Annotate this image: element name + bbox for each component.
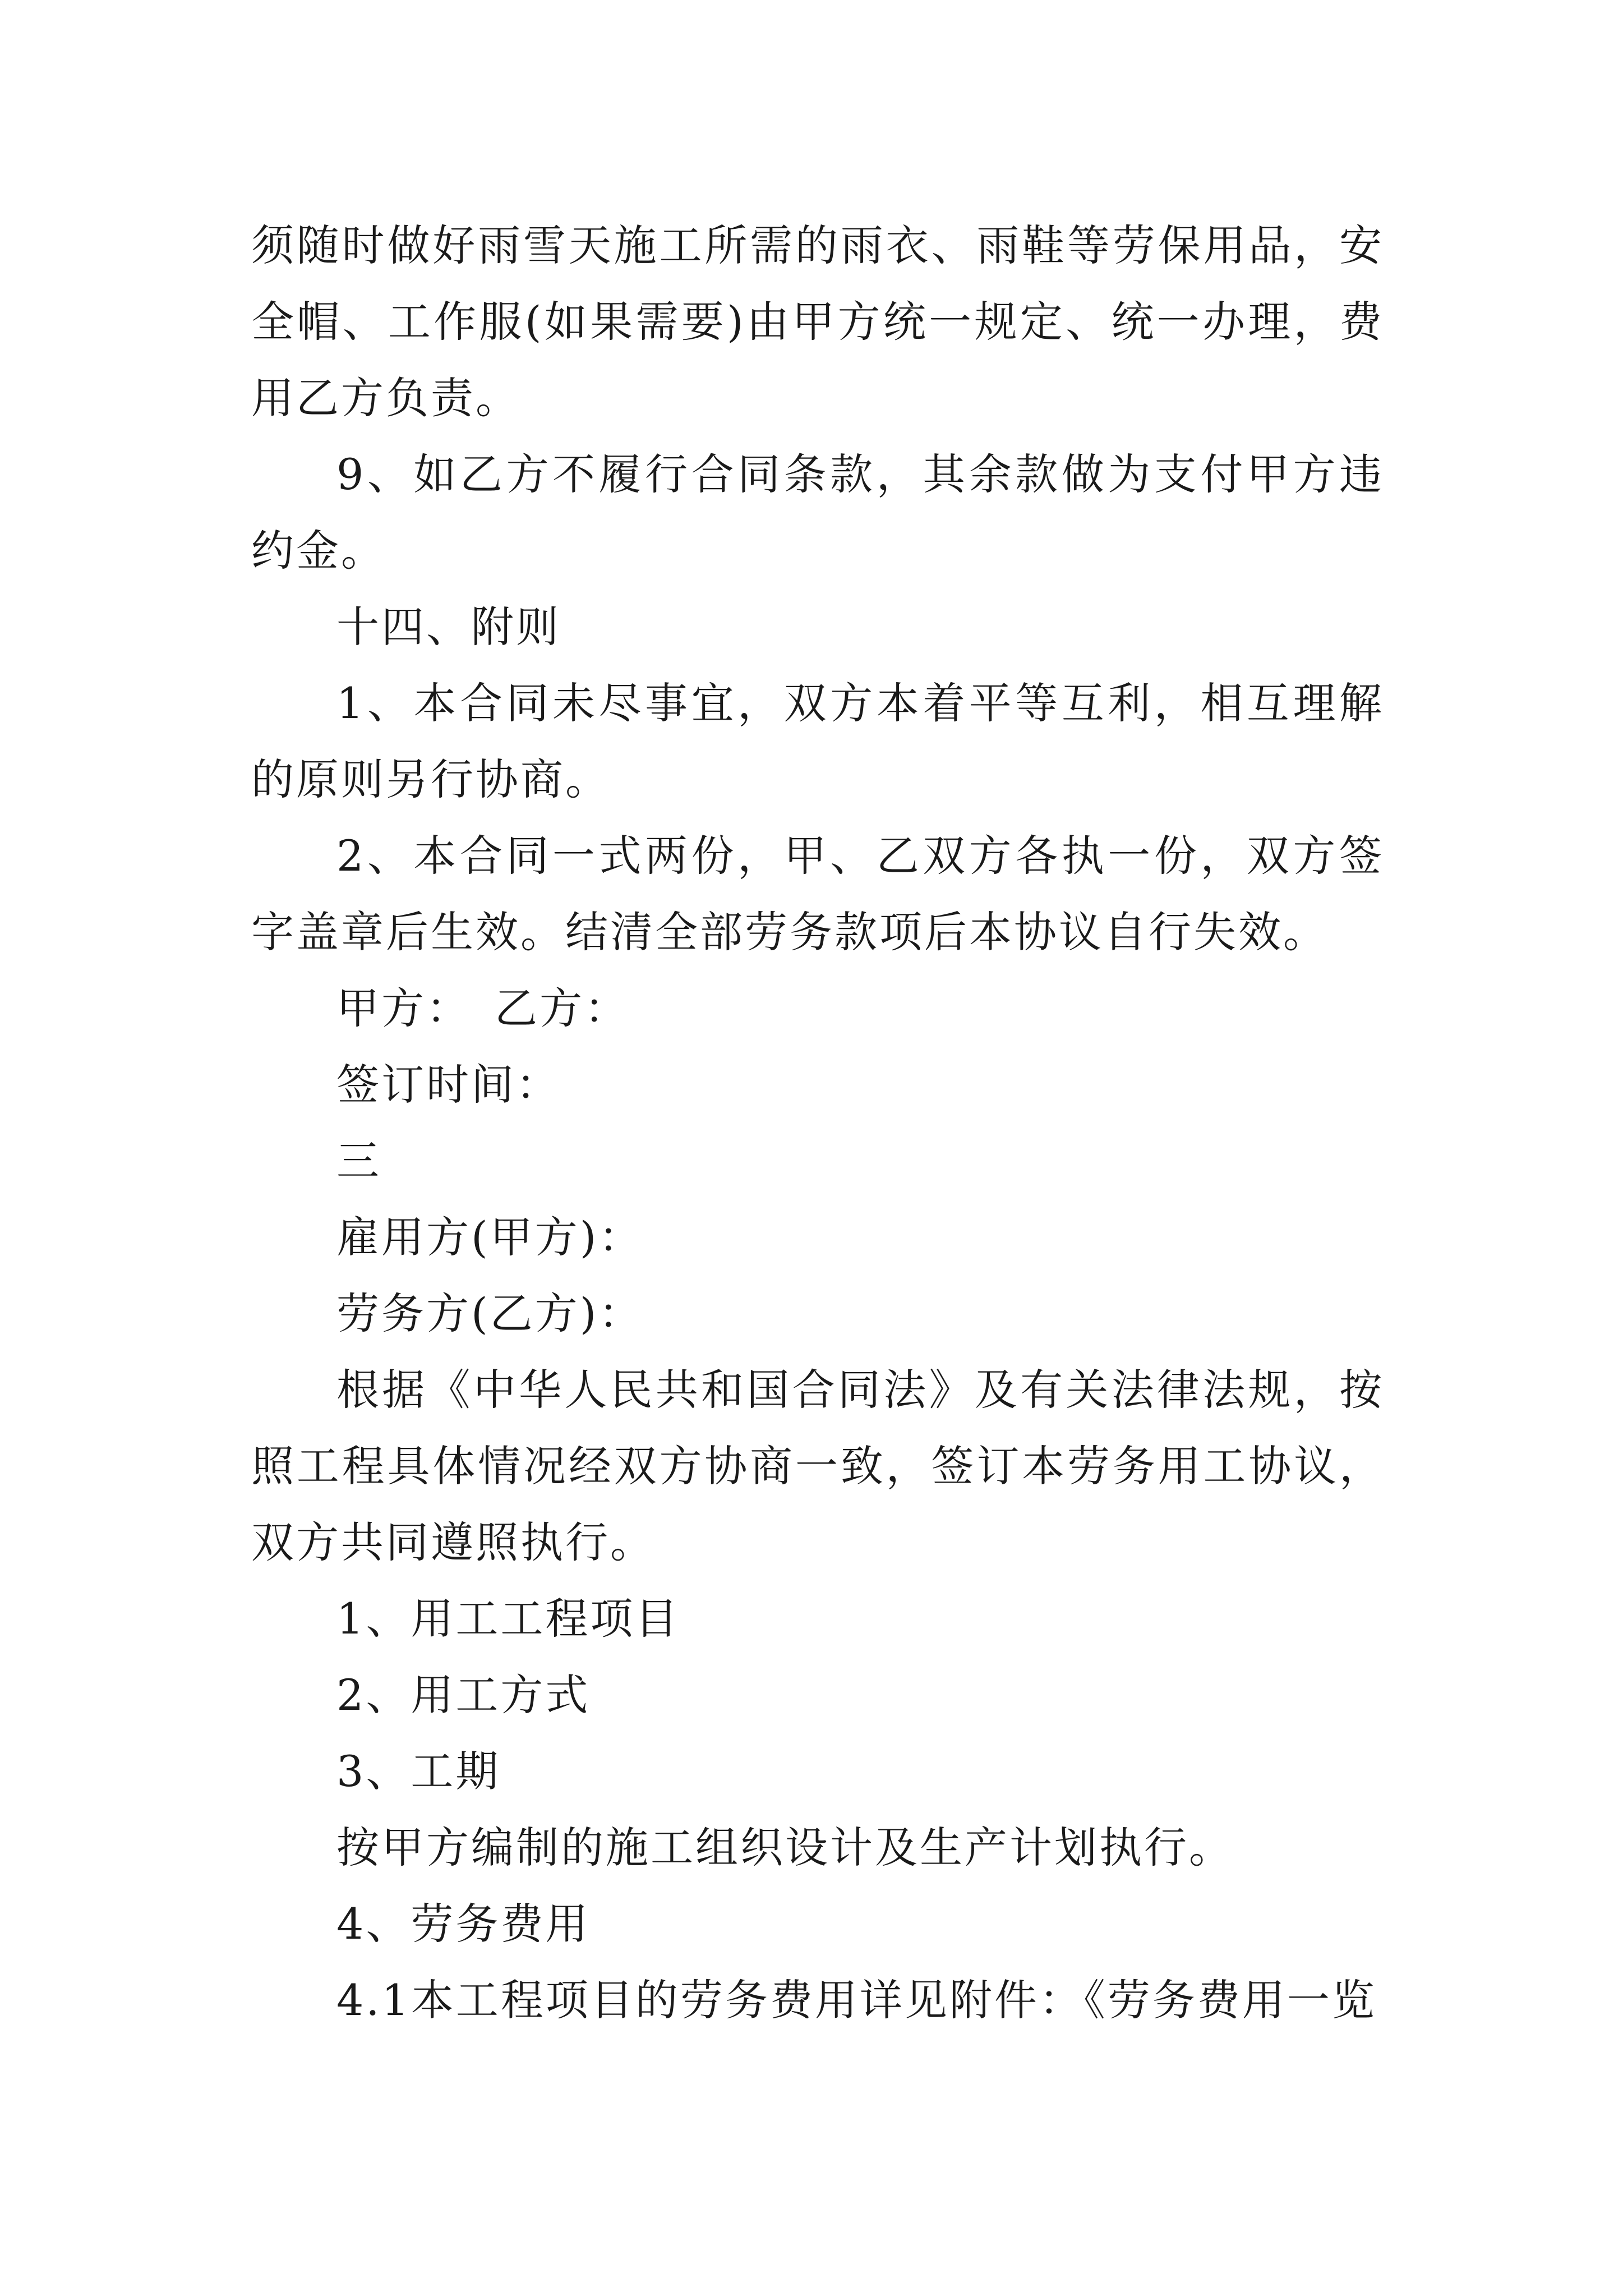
signing-date-line: 签订时间： <box>336 1060 561 1110</box>
item-labor-fees: 4、劳务费用 <box>336 1899 591 1949</box>
signature-parties-line: 甲方： 乙方： <box>336 983 629 1033</box>
paragraph-clause-9: 9、如乙方不履行合同条款，其余款做为支付甲方违约金。 <box>251 449 1384 576</box>
item-employment-method: 2、用工方式 <box>336 1670 591 1720</box>
labor-party-line: 劳务方(乙方)： <box>336 1289 644 1338</box>
paragraph-appendix-2: 2、本合同一式两份，甲、乙双方各执一份，双方签字盖章后生效。结清全部劳务款项后本协议自行失效。 <box>251 831 1384 957</box>
paragraph-fees-4-1: 4.1本工程项目的劳务费用详见附件：《劳务费用一览 <box>336 1975 1377 2025</box>
paragraph-schedule-detail: 按甲方编制的施工组织设计及生产计划执行。 <box>336 1823 1234 1872</box>
paragraph-legal-basis: 根据《中华人民共和国合同法》及有关法律法规，按照工程具体情况经双方协商一致，签订本劳务用工协议，双方共同遵照执行。 <box>251 1365 1384 1567</box>
section-heading-appendix: 十四、附则 <box>336 602 561 652</box>
item-project: 1、用工工程项目 <box>336 1594 680 1644</box>
document-body <box>251 208 1384 2039</box>
employer-party-line: 雇用方(甲方)： <box>336 1212 644 1262</box>
paragraph-appendix-1: 1、本合同未尽事宜，双方本着平等互利，相互理解的原则另行协商。 <box>251 678 1384 804</box>
item-schedule: 3、工期 <box>336 1746 501 1796</box>
paragraph-continued-raingear: 须随时做好雨雪天施工所需的雨衣、雨鞋等劳保用品，安全帽、工作服(如果需要)由甲方统一规定、统一办理，费用乙方负责。 <box>251 220 1384 423</box>
section-number-three: 三 <box>336 1136 381 1186</box>
